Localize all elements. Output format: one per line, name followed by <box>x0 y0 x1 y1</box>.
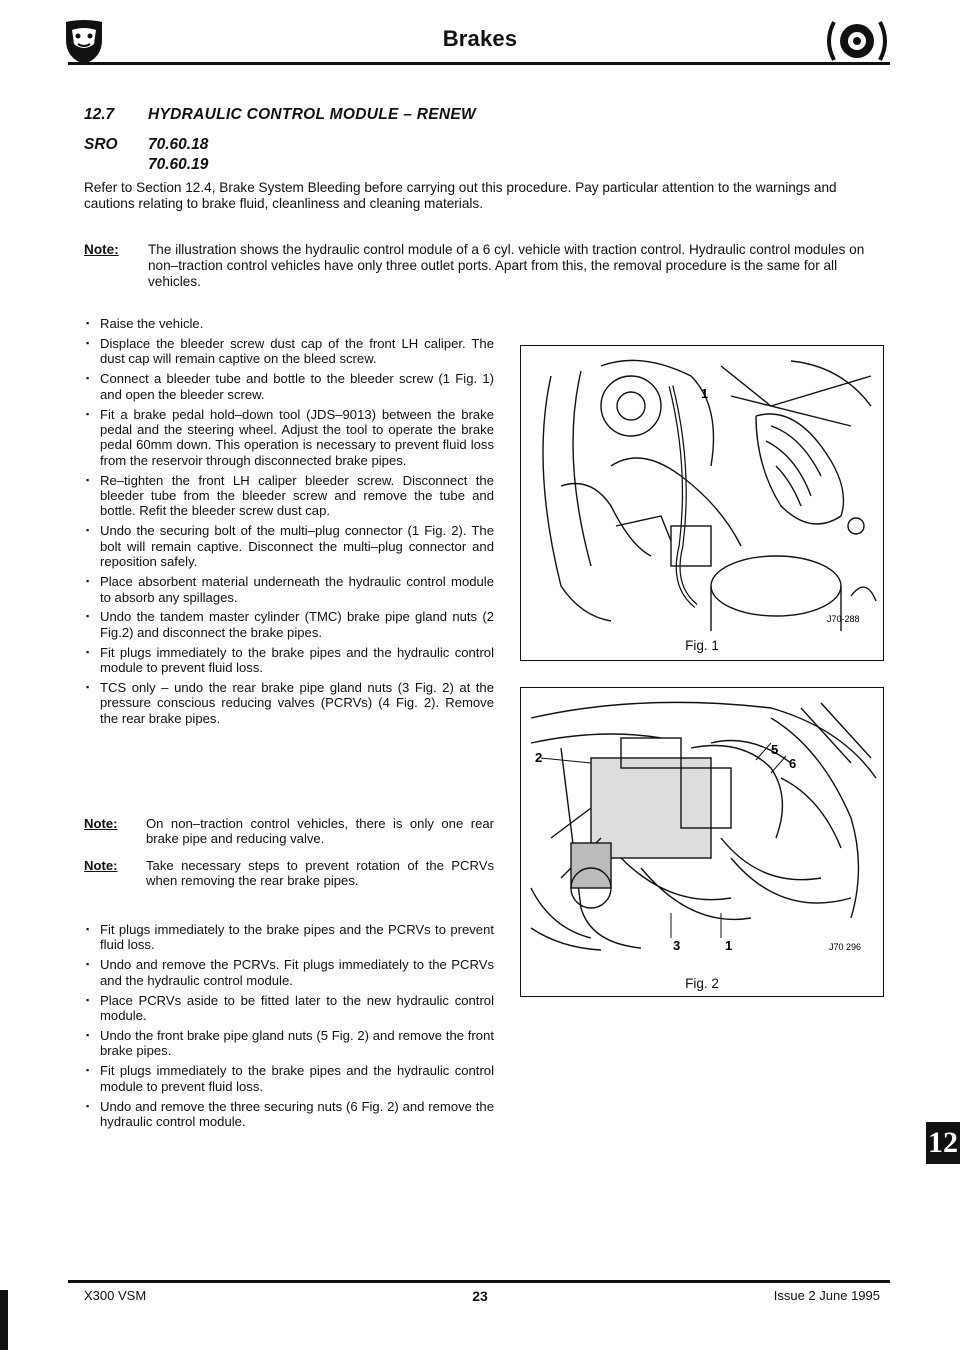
note-label: Note: <box>84 242 119 257</box>
note-text: On non–traction control vehicles, there is only one rear brake pipe and reducing valve. <box>146 816 494 847</box>
brake-disc-icon <box>822 18 892 64</box>
list-item: ▪ Re–tighten the front LH caliper bleeder screw. Disconnect the bleeder tube from the bleeder screw and remove the tube and bottle. Refit the bleeder screw dust cap. <box>84 473 494 519</box>
list-item: ▪ Connect a bleeder tube and bottle to the bleeder screw (1 Fig. 1) and open the bleeder screw. <box>84 371 494 402</box>
header-rule <box>68 62 890 65</box>
figure-2-illustration <box>521 688 883 974</box>
list-item: ▪ Fit plugs immediately to the brake pipes and the hydraulic control module to prevent fluid loss. <box>84 1063 494 1094</box>
intro-paragraph: Refer to Section 12.4, Brake System Bleeding before carrying out this procedure. Pay particular attention to the warnings and cautions relating to brake fluid, cleanliness and cleaning materials. <box>84 180 837 211</box>
section-number: 12.7 <box>84 106 115 123</box>
list-item: ▪ Undo the securing bolt of the multi–plug connector (1 Fig. 2). The bolt will remain captive. Disconnect the multi–plug connector and reposition safely. <box>84 523 494 569</box>
list-item: ▪ Undo and remove the PCRVs. Fit plugs immediately to the PCRVs and the hydraulic control module. <box>84 957 494 988</box>
callout-label: 2 <box>535 750 543 765</box>
page-header-title: Brakes <box>442 26 518 51</box>
note-text: The illustration shows the hydraulic control module of a 6 cyl. vehicle with traction control. Hydraulic control modules on non–traction control vehicles have only three outlet ports. Apart from this, the removal procedure is the same for all vehicles. <box>148 242 865 289</box>
sro-label: SRO <box>84 136 118 153</box>
list-item: ▪ Raise the vehicle. <box>84 316 494 331</box>
figure-1 <box>520 345 884 661</box>
list-item: ▪ Displace the bleeder screw dust cap of the front LH caliper. The dust cap will remain captive on the bleed screw. <box>84 336 494 367</box>
footer-rule <box>68 1280 890 1283</box>
list-item: ▪ TCS only – undo the rear brake pipe gland nuts (3 Fig. 2) at the pressure conscious reducing valves (PCRVs) (4 Fig. 2). Remove the rear brake pipes. <box>84 680 494 726</box>
section-tab: 12 <box>926 1122 960 1164</box>
list-item: ▪ Place absorbent material underneath the hydraulic control module to absorb any spillages. <box>84 574 494 605</box>
section-title: HYDRAULIC CONTROL MODULE – RENEW <box>148 106 476 123</box>
figure-caption: Fig. 1 <box>685 638 719 653</box>
figure-2 <box>520 687 884 997</box>
note-label: Note: <box>84 858 118 873</box>
figure-1-illustration <box>521 346 883 636</box>
procedure-steps <box>84 316 494 731</box>
callout-label: 6 <box>789 756 797 771</box>
callout-label: 5 <box>771 742 779 757</box>
callout-label: 1 <box>725 938 733 953</box>
list-item: ▪ Undo and remove the three securing nuts (6 Fig. 2) and remove the hydraulic control module. <box>84 1099 494 1130</box>
footer-manual-name: X300 VSM <box>84 1288 147 1303</box>
page-edge-mark <box>0 1290 8 1350</box>
sro-code: 70.60.19 <box>148 156 209 173</box>
callout-label: 3 <box>673 938 681 953</box>
page-number: 23 <box>472 1288 488 1304</box>
list-item: ▪ Undo the tandem master cylinder (TMC) brake pipe gland nuts (2 Fig.2) and disconnect the brake pipes. <box>84 609 494 640</box>
figure-ref-code: J70 296 <box>829 942 862 952</box>
list-item: ▪ Undo the front brake pipe gland nuts (5 Fig. 2) and remove the front brake pipes. <box>84 1028 494 1059</box>
callout-label: 1 <box>701 386 709 401</box>
figure-ref-code: J70-288 <box>827 614 860 624</box>
note-label: Note: <box>84 816 118 831</box>
procedure-steps-continued <box>84 922 494 1134</box>
list-item: ▪ Fit a brake pedal hold–down tool (JDS–9013) between the brake pedal and the steering wheel. Adjust the tool to operate the brake pedal 60mm down. This operation is necessary to prevent fluid loss from the reservoir through disconnected brake pipes. <box>84 407 494 469</box>
sro-code: 70.60.18 <box>148 136 209 153</box>
list-item: ▪ Fit plugs immediately to the brake pipes and the hydraulic control module to prevent fluid loss. <box>84 645 494 676</box>
footer-issue-date: Issue 2 June 1995 <box>773 1288 880 1303</box>
note-text: Take necessary steps to prevent rotation of the PCRVs when removing the rear brake pipes. <box>146 858 494 889</box>
figure-caption: Fig. 2 <box>685 976 719 991</box>
list-item: ▪ Place PCRVs aside to be fitted later to the new hydraulic control module. <box>84 993 494 1024</box>
list-item: ▪ Fit plugs immediately to the brake pipes and the PCRVs to prevent fluid loss. <box>84 922 494 953</box>
